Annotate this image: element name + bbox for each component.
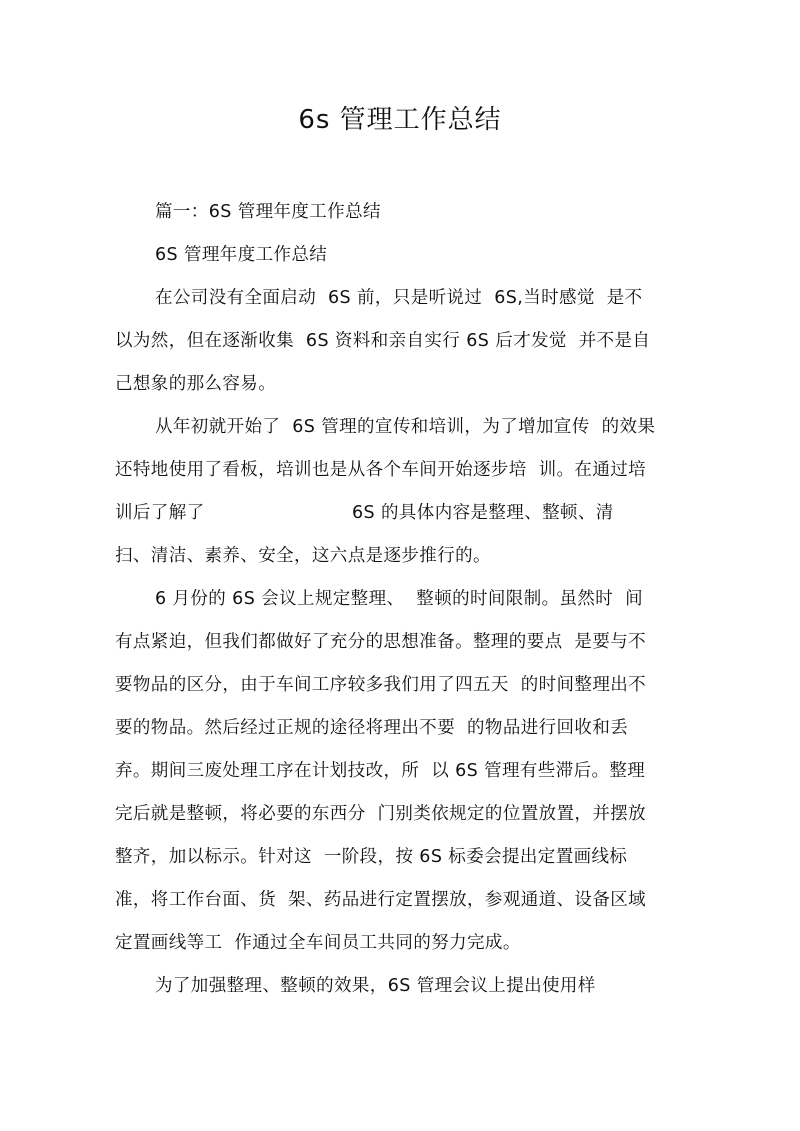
paragraph-line: 扫、清洁、素养、安全，这六点是逐步推行的。 [115,546,491,566]
paragraph-line: 完后就是整顿，将必要的东西分 门别类依规定的位置放置，并摆放 [115,804,647,824]
section-heading: 篇一：6S 管理年度工作总结 [155,202,381,222]
paragraph-line: 以为然，但在逐渐收集 6S 资料和亲自实行 6S 后才发觉 并不是自 [115,331,651,351]
paragraph-line: 6S 的具体内容是整理、整顿、清 [352,503,614,523]
paragraph-line: 要的物品。然后经过正规的途径将理出不要 的物品进行回收和丢 [115,718,629,738]
paragraph-line: 弃。期间三废处理工序在计划技改，所 以 6S 管理有些滞后。整理 [115,761,646,781]
paragraph-line: 在公司没有全面启动 6S 前，只是听说过 6S,当时感觉 是不 [155,288,643,308]
paragraph-line: 从年初就开始了 6S 管理的宣传和培训，为了增加宣传 的效果 [155,417,656,437]
paragraph-line: 训后了解了 [115,503,205,523]
paragraph-line: 己想象的那么容易。 [115,374,277,394]
paragraph-line: 整齐，加以标示。针对这 一阶段，按 6S 标委会提出定置画线标 [115,847,628,867]
paragraph-line: 为了加强整理、整顿的效果，6S 管理会议上提出使用样 [155,976,596,996]
paragraph-line: 准，将工作台面、货 架、药品进行定置摆放，参观通道、设备区域 [115,890,647,910]
section-subheading: 6S 管理年度工作总结 [155,245,328,265]
document-title: 6s 管理工作总结 [298,105,502,135]
paragraph-line: 定置画线等工 作通过全车间员工共同的努力完成。 [115,933,521,953]
paragraph-line: 有点紧迫，但我们都做好了充分的思想准备。整理的要点 是要与不 [115,632,647,652]
paragraph-line: 要物品的区分，由于车间工序较多我们用了四五天 的时间整理出不 [115,675,647,695]
paragraph-line: 还特地使用了看板，培训也是从各个车间开始逐步培 训。在通过培 [115,460,647,480]
paragraph-line: 6 月份的 6S 会议上规定整理、 整顿的时间限制。虽然时 间 [155,589,644,609]
